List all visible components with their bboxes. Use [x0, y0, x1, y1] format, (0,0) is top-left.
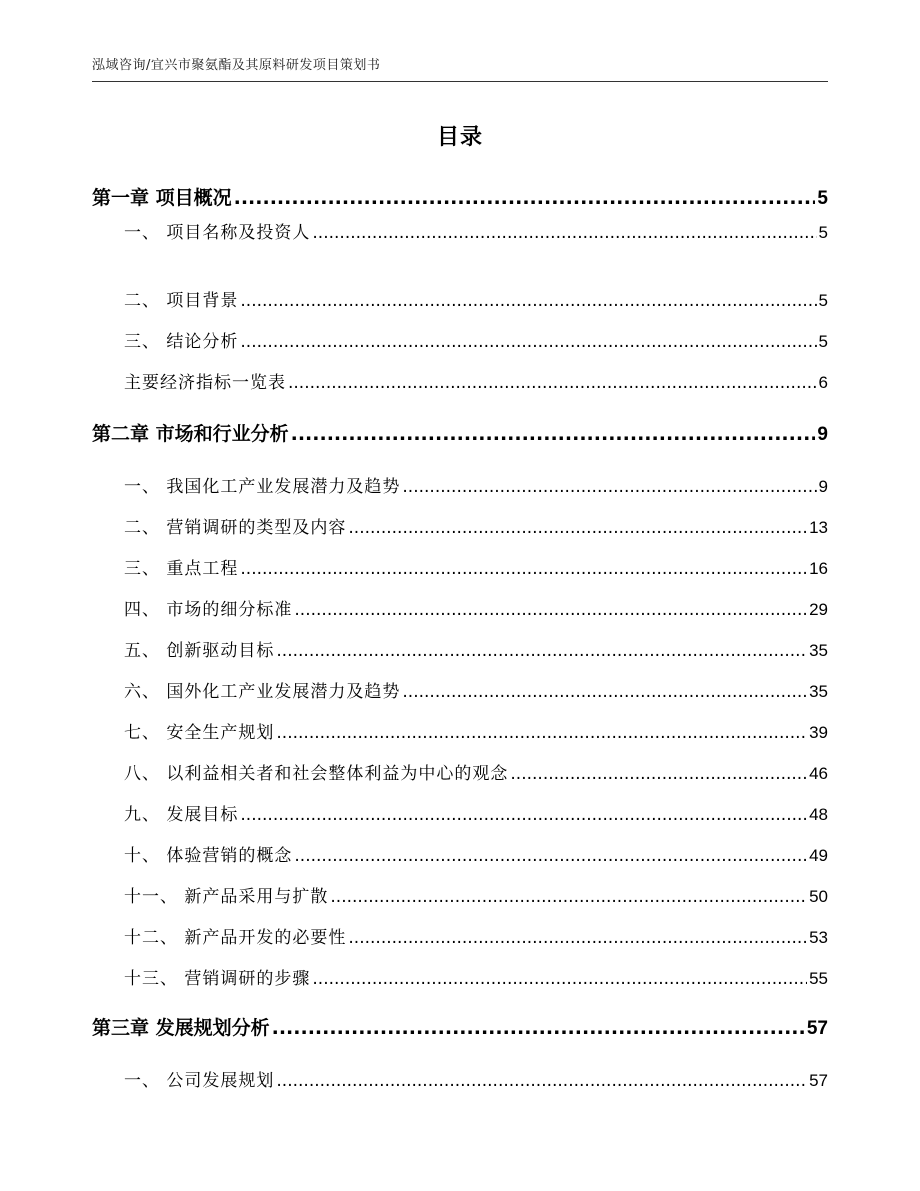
toc-entry-section[interactable]: [124, 841, 828, 866]
toc-entry-label: 三、 重点工程: [124, 559, 239, 579]
toc-page-number: 5: [818, 291, 828, 310]
toc-entry-label: 主要经济指标一览表: [124, 373, 286, 393]
toc-entry-label: 二、 项目背景: [124, 291, 239, 311]
toc-page-number: 46: [809, 764, 828, 783]
toc-entry-section[interactable]: [124, 882, 828, 907]
toc-page-number: 57: [806, 1018, 828, 1039]
toc-entry-section[interactable]: [124, 636, 828, 661]
toc-page-number: 35: [809, 641, 828, 660]
toc-entry-section[interactable]: [124, 513, 828, 538]
toc-page-number: 48: [809, 805, 828, 824]
toc-dot-leader: [312, 969, 807, 989]
toc-page-number: 29: [809, 600, 828, 619]
toc-page-number: 5: [817, 188, 828, 209]
toc-page-number: 57: [809, 1071, 828, 1090]
toc-dot-leader: [348, 518, 807, 538]
toc-page-number: 5: [818, 332, 828, 351]
toc-dot-leader: [240, 291, 816, 311]
toc-entry-label: 一、 项目名称及投资人: [124, 223, 311, 243]
toc-page-number: 13: [809, 518, 828, 537]
toc-dot-leader: [288, 373, 817, 393]
toc-page-number: 55: [809, 969, 828, 988]
toc-dot-leader: [510, 764, 807, 784]
toc-page-number: 53: [809, 928, 828, 947]
toc-page-number: 5: [818, 223, 828, 242]
toc-entry-label: 六、 国外化工产业发展潜力及趋势: [124, 682, 401, 702]
toc-dot-leader: [291, 423, 816, 445]
toc-entry-section[interactable]: [124, 964, 828, 989]
toc-entry-section[interactable]: [124, 677, 828, 702]
toc-dot-leader: [330, 887, 807, 907]
toc-entry-label: 十二、 新产品开发的必要性: [124, 928, 347, 948]
toc-entry-section[interactable]: [124, 218, 828, 243]
toc-dot-leader: [276, 1071, 807, 1091]
toc-entry-label: 九、 发展目标: [124, 805, 239, 825]
toc-entry-chapter-1[interactable]: [92, 183, 828, 210]
toc-entry-label: 一、 公司发展规划: [124, 1071, 275, 1091]
toc-entry-section[interactable]: [124, 286, 828, 311]
toc-dot-leader: [402, 682, 807, 702]
toc-entry-section[interactable]: [124, 1066, 828, 1091]
running-header: 泓域咨询/宜兴市聚氨酯及其原料研发项目策划书: [92, 58, 381, 73]
toc-dot-leader: [294, 846, 807, 866]
toc-entry-label: 二、 营销调研的类型及内容: [124, 518, 347, 538]
toc-entry-section[interactable]: [124, 554, 828, 579]
toc-dot-leader: [348, 928, 807, 948]
toc-entry-section[interactable]: [124, 472, 828, 497]
toc-dot-leader: [240, 805, 807, 825]
toc-page-number: 16: [809, 559, 828, 578]
toc-entry-section[interactable]: [124, 923, 828, 948]
toc-entry-label: 十、 体验营销的概念: [124, 846, 293, 866]
toc-dot-leader: [234, 187, 816, 209]
toc-entry-chapter-2[interactable]: [92, 419, 828, 446]
toc-entry-label: 五、 创新驱动目标: [124, 641, 275, 661]
toc-entry-section[interactable]: [124, 718, 828, 743]
toc-entry-label: 三、 结论分析: [124, 332, 239, 352]
toc-dot-leader: [240, 559, 807, 579]
toc-entry-label: 第三章 发展规划分析: [92, 1017, 270, 1039]
toc-page-number: 50: [809, 887, 828, 906]
toc-dot-leader: [240, 332, 816, 352]
toc-entry-label: 十三、 营销调研的步骤: [124, 969, 311, 989]
toc-page-number: 9: [817, 424, 828, 445]
toc-entry-label: 七、 安全生产规划: [124, 723, 275, 743]
toc-entry-section[interactable]: [124, 595, 828, 620]
toc-dot-leader: [312, 223, 816, 243]
header-divider: [92, 81, 828, 82]
toc-page-number: 6: [818, 373, 828, 392]
toc-entry-chapter-3[interactable]: [92, 1013, 828, 1040]
toc-title: 目录: [436, 125, 483, 150]
toc-dot-leader: [276, 723, 807, 743]
toc-entry-label: 一、 我国化工产业发展潜力及趋势: [124, 477, 401, 497]
toc-page-number: 39: [809, 723, 828, 742]
toc-dot-leader: [402, 477, 816, 497]
toc-page-number: 49: [809, 846, 828, 865]
toc-entry-label: 第一章 项目概况: [92, 187, 232, 209]
toc-entry-section[interactable]: [124, 800, 828, 825]
toc-entry-label: 八、 以利益相关者和社会整体利益为中心的观念: [124, 764, 509, 784]
toc-entry-section[interactable]: [124, 327, 828, 352]
toc-page-number: 9: [818, 477, 828, 496]
toc-entry-section[interactable]: [124, 368, 828, 393]
toc-entry-label: 四、 市场的细分标准: [124, 600, 293, 620]
toc-page-number: 35: [809, 682, 828, 701]
toc-dot-leader: [272, 1017, 805, 1039]
toc-dot-leader: [276, 641, 807, 661]
toc-dot-leader: [294, 600, 807, 620]
toc-entry-section[interactable]: [124, 759, 828, 784]
toc-entry-label: 第二章 市场和行业分析: [92, 423, 289, 445]
toc-entry-label: 十一、 新产品采用与扩散: [124, 887, 329, 907]
